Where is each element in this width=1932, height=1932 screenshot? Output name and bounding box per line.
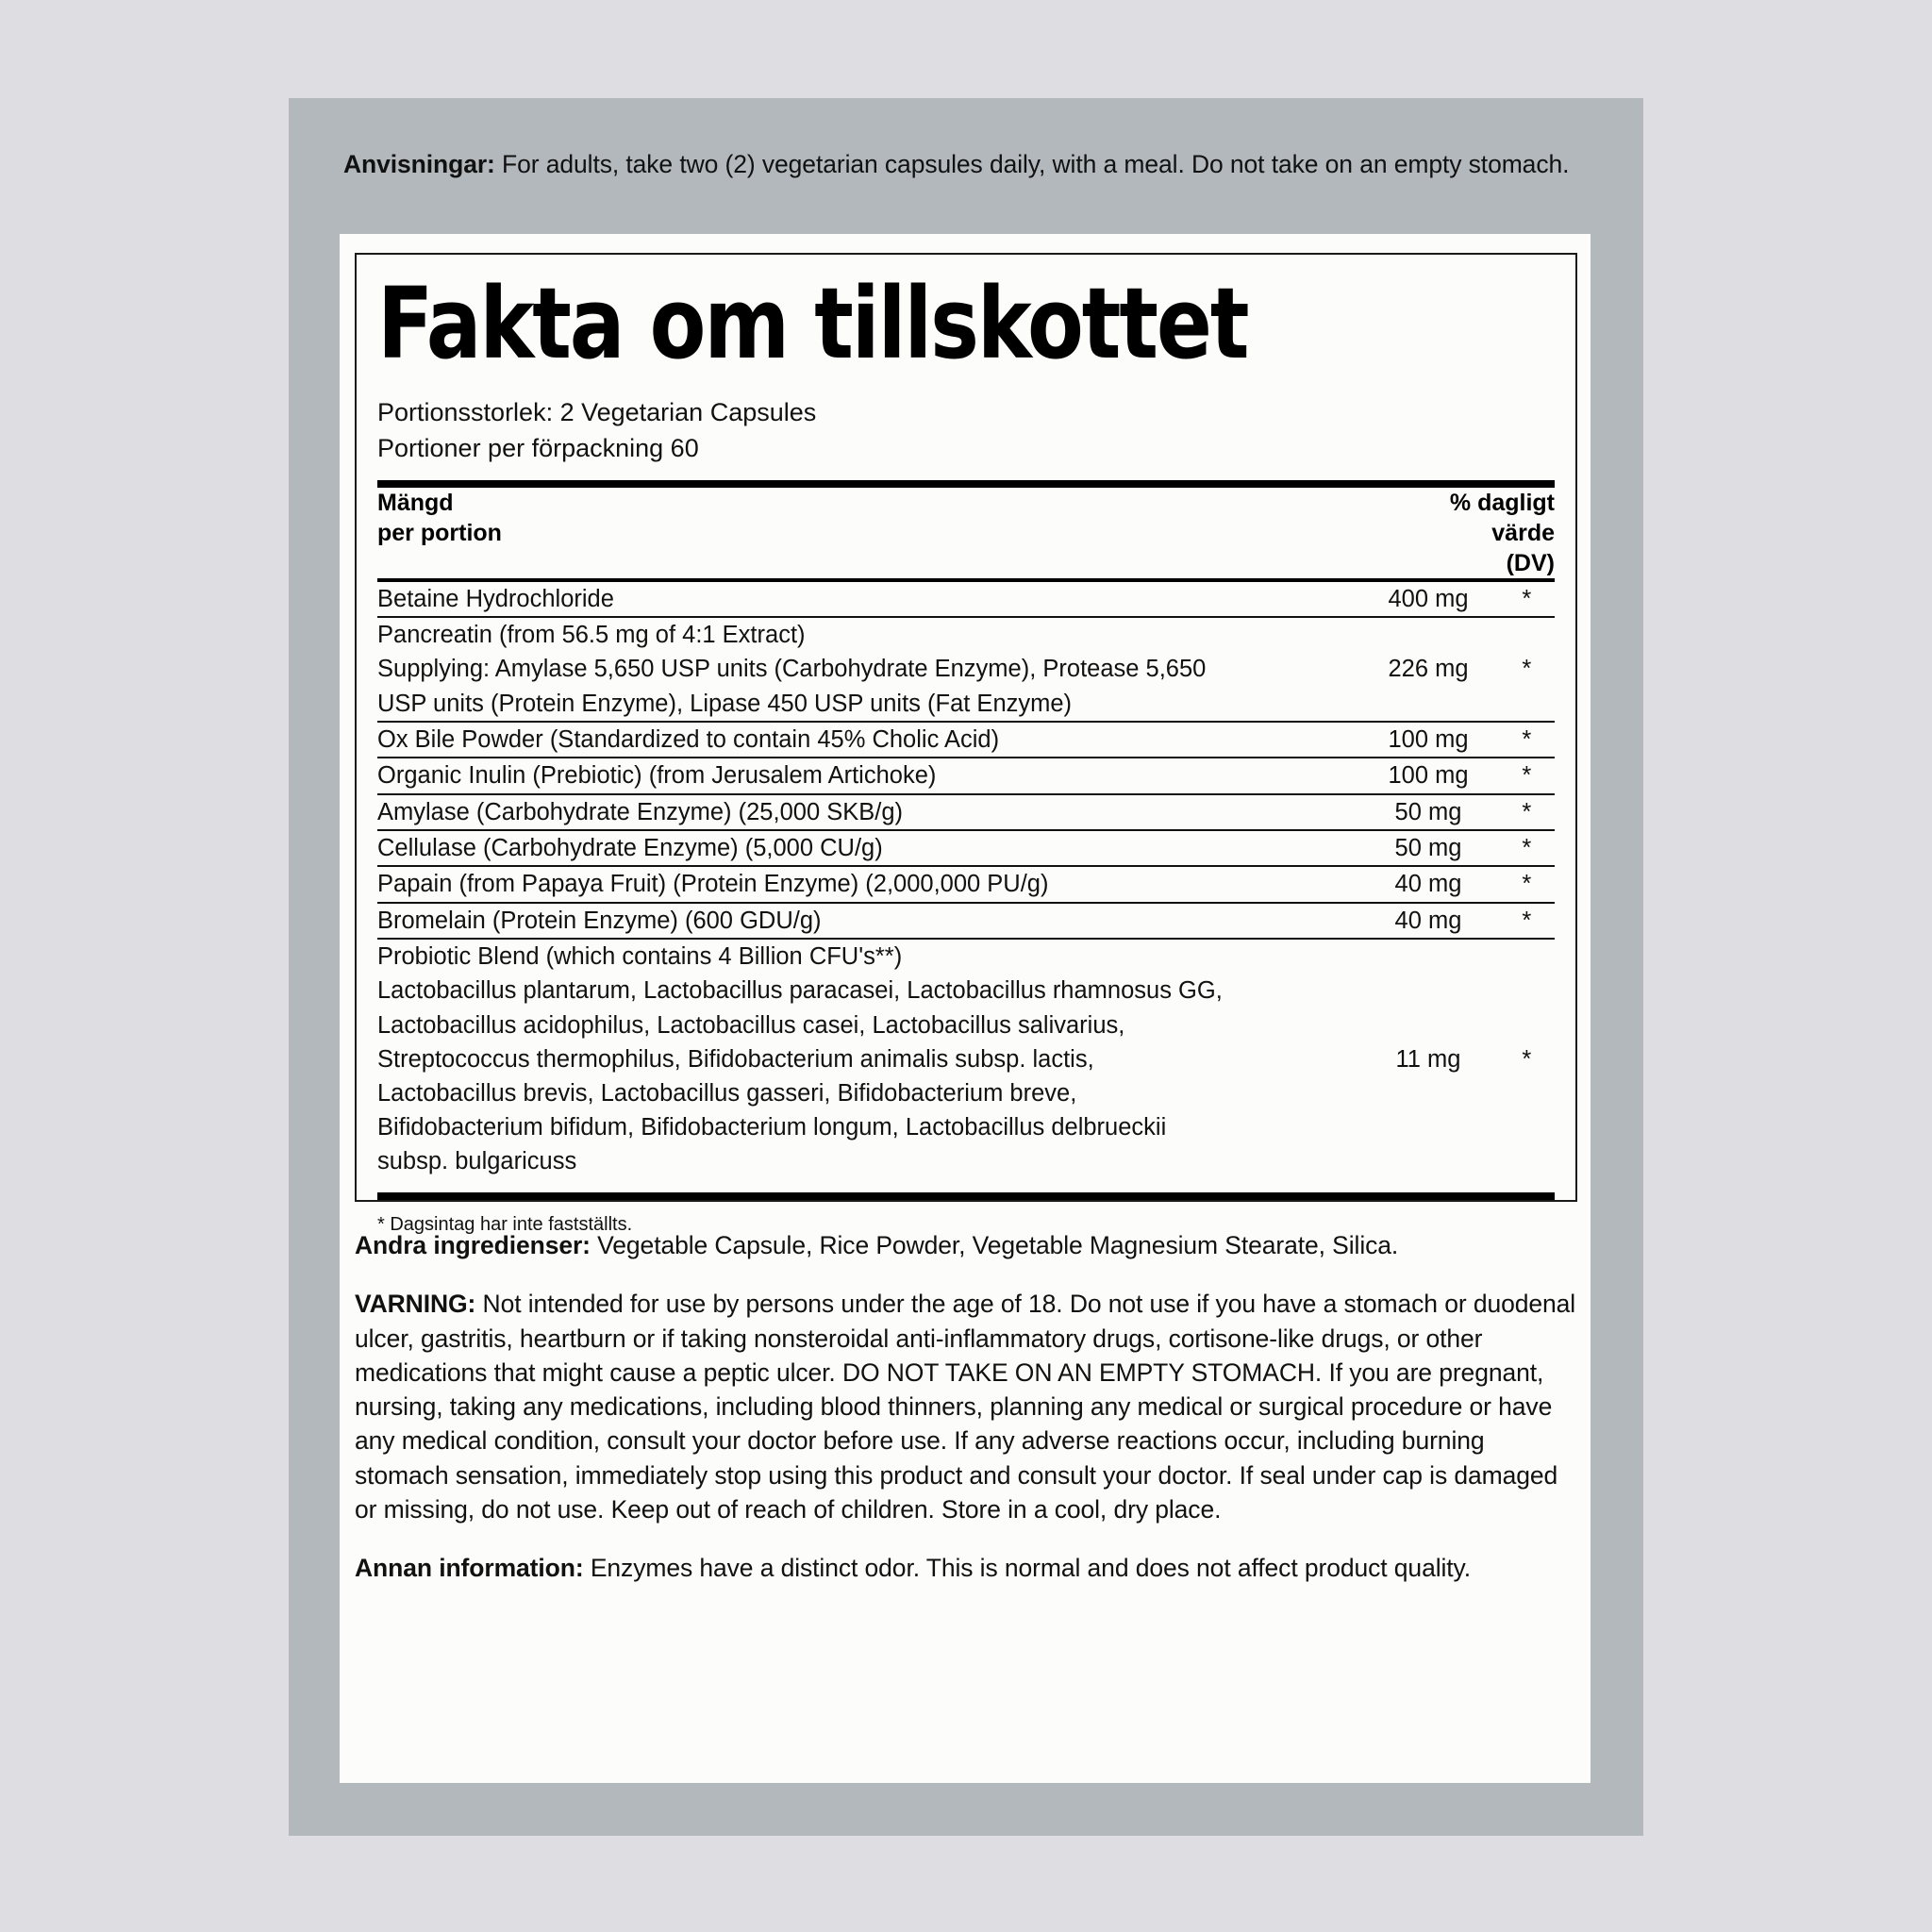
ingredient-daily-value: * <box>1522 871 1532 898</box>
ingredient-name <box>377 582 1357 616</box>
serving-size: Portionsstorlek: 2 Vegetarian Capsules <box>377 398 817 427</box>
ingredient-daily-value: * <box>1522 835 1532 862</box>
serving-info <box>377 394 1555 467</box>
warning-text: Not intended for use by persons under the age of 18. Do not use if you have a stomach or duodenal ulcer, gastritis, heartburn or if taking nonsteroidal anti-inflammatory drugs, cortisone-like drugs, or other medications that might cause a peptic ulcer. DO NOT TAKE ON AN EMPTY STOMACH. If you are pregnant, nursing, taking any medications, including blood thinners, planning any medical or surgical procedure or have any medical condition, consult your doctor before use. If any adverse reactions occur, including burning stomach sensation, immediately stop using this product and consult your doctor. If seal under cap is damaged or missing, do not use. Keep out of reach of children. Store in a cool, dry place. <box>355 1290 1576 1524</box>
table-row <box>377 723 1555 757</box>
divider-thick-top <box>377 480 1555 488</box>
table-row <box>377 940 1555 1178</box>
servings-per-container: Portioner per förpackning 60 <box>377 434 699 463</box>
ingredient-daily-value: * <box>1522 798 1532 825</box>
ingredient-name <box>377 940 1357 1178</box>
table-row <box>377 582 1555 616</box>
ingredient-amount: 100 mg <box>1388 762 1469 790</box>
ingredient-name-line: Ox Bile Powder (Standardized to contain 45% Cholic Acid) <box>377 725 1000 753</box>
ingredient-amount: 40 mg <box>1394 871 1462 898</box>
ingredient-name <box>377 758 1357 792</box>
ingredient-name-line: Lactobacillus brevis, Lactobacillus gasseri, Bifidobacterium breve, <box>377 1080 1077 1108</box>
table-row <box>377 867 1555 901</box>
ingredient-name-line: Lactobacillus acidophilus, Lactobacillus casei, Lactobacillus salivarius, <box>377 1011 1125 1039</box>
ingredient-name-line: Supplying: Amylase 5,650 USP units (Carbohydrate Enzyme), Protease 5,650 <box>377 656 1207 683</box>
ingredient-name <box>377 795 1357 829</box>
below-panel-text <box>340 1228 1594 1586</box>
table-row <box>377 618 1555 721</box>
ingredient-name <box>377 723 1357 757</box>
header-amount-line1: Mängd <box>377 489 454 516</box>
directions-block <box>343 147 1570 181</box>
ingredient-amount: 50 mg <box>1394 798 1462 825</box>
ingredient-name-line: Bromelain (Protein Enzyme) (600 GDU/g) <box>377 907 822 934</box>
supplement-facts-body <box>377 488 1555 578</box>
ingredient-rows <box>377 582 1555 1179</box>
ingredient-daily-value: * <box>1522 585 1532 612</box>
ingredient-amount: 100 mg <box>1388 725 1469 753</box>
ingredient-daily-value: * <box>1522 725 1532 753</box>
ingredient-daily-value: * <box>1522 1045 1532 1073</box>
ingredient-name <box>377 904 1357 938</box>
daily-value-footnote: * Dagsintag har inte fastställts. <box>377 1213 633 1235</box>
ingredient-name-line: USP units (Protein Enzyme), Lipase 450 USP units (Fat Enzyme) <box>377 690 1073 717</box>
header-dv-line3: (DV) <box>1506 549 1555 576</box>
ingredient-daily-value: * <box>1522 656 1532 683</box>
supplement-facts-panel <box>355 253 1577 1235</box>
divider-thick-bottom <box>377 1192 1555 1200</box>
ingredient-amount: 40 mg <box>1394 907 1462 934</box>
other-information-label: Annan information: <box>355 1554 584 1583</box>
ingredient-name-line: Streptococcus thermophilus, Bifidobacterium animalis subsp. lactis, <box>377 1045 1094 1073</box>
ingredient-name-line: Lactobacillus plantarum, Lactobacillus paracasei, Lactobacillus rhamnosus GG, <box>377 977 1223 1005</box>
header-amount-line2: per portion <box>377 519 502 546</box>
ingredient-name-line: Bifidobacterium bifidum, Bifidobacterium longum, Lactobacillus delbrueckii <box>377 1114 1167 1141</box>
ingredient-name-line: Papain (from Papaya Fruit) (Protein Enzyme) (2,000,000 PU/g) <box>377 871 1049 898</box>
table-row <box>377 904 1555 938</box>
header-dv-line2: värde <box>1491 519 1555 546</box>
ingredient-amount: 400 mg <box>1388 585 1469 612</box>
directions-text: For adults, take two (2) vegetarian capsules daily, with a meal. Do not take on an empty stomach. <box>502 150 1570 178</box>
supplement-facts-title: Fakta om tillskottet <box>377 266 1248 381</box>
warning-label: VARNING: <box>355 1290 476 1319</box>
ingredient-daily-value: * <box>1522 762 1532 790</box>
ingredient-name <box>377 831 1357 865</box>
ingredient-daily-value: * <box>1522 907 1532 934</box>
ingredient-name-line: Cellulase (Carbohydrate Enzyme) (5,000 CU/g) <box>377 835 883 862</box>
table-header-row <box>377 488 1555 578</box>
header-dv-cell <box>1016 488 1555 578</box>
ingredient-name-line: Amylase (Carbohydrate Enzyme) (25,000 SKB/g) <box>377 798 903 825</box>
table-row <box>377 831 1555 865</box>
directions-label: Anvisningar: <box>343 150 495 178</box>
warning-paragraph <box>355 1287 1579 1526</box>
other-information-paragraph <box>355 1551 1579 1585</box>
other-information-text: Enzymes have a distinct odor. This is normal and does not affect product quality. <box>590 1554 1471 1583</box>
ingredient-amount: 11 mg <box>1395 1045 1461 1073</box>
supplement-facts-table <box>377 488 1555 578</box>
ingredient-name-line: subsp. bulgaricuss <box>377 1148 577 1175</box>
ingredient-table <box>377 582 1555 1179</box>
table-row <box>377 758 1555 792</box>
ingredient-name-line: Pancreatin (from 56.5 mg of 4:1 Extract) <box>377 622 806 649</box>
other-ingredients-text: Vegetable Capsule, Rice Powder, Vegetable Magnesium Stearate, Silica. <box>597 1231 1399 1259</box>
ingredient-name <box>377 867 1357 901</box>
other-ingredients-paragraph <box>355 1228 1579 1262</box>
header-amount-cell <box>377 488 1016 578</box>
header-dv-line1: % dagligt <box>1449 489 1555 516</box>
ingredient-amount: 50 mg <box>1394 835 1462 862</box>
product-label-card <box>289 98 1643 1836</box>
ingredient-name-line: Organic Inulin (Prebiotic) (from Jerusalem Artichoke) <box>377 762 937 790</box>
ingredient-name-line: Betaine Hydrochloride <box>377 585 614 612</box>
ingredient-name <box>377 618 1357 721</box>
table-row <box>377 795 1555 829</box>
ingredient-amount: 226 mg <box>1388 656 1469 683</box>
ingredient-name-line: Probiotic Blend (which contains 4 Billion CFU's**) <box>377 943 903 971</box>
other-ingredients-label: Andra ingredienser: <box>355 1231 591 1259</box>
